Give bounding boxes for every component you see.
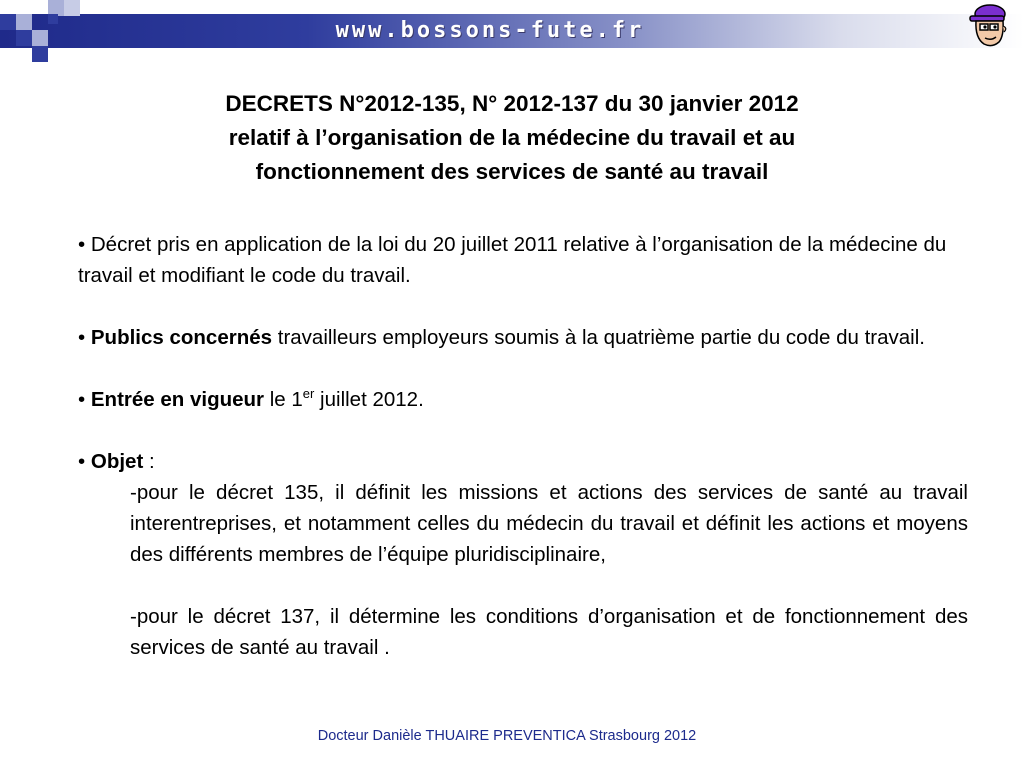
title-line-3: fonctionnement des services de santé au travail (255, 159, 769, 184)
page-title (60, 87, 964, 189)
blue-squares-logo-icon (0, 0, 80, 60)
footer-text: Docteur Danièle THUAIRE PREVENTICA Strasbourg 2012 (317, 728, 697, 744)
site-url: www.bossons-fute.fr (335, 18, 645, 43)
publics-text: travailleurs employeurs soumis à la quatrième partie du code du travail. (272, 326, 925, 349)
slide-body (78, 229, 968, 663)
objet-sub-1: -pour le décret 135, il définit les missions et actions des services de santé au travail interentreprises, et notamment celles du médecin du travail et définit les actions et moyens des différents membres de l’équipe pluridisciplinaire, (130, 481, 968, 566)
item-publics (78, 322, 968, 353)
entree-sup: er (302, 386, 315, 401)
title-line-2: relatif à l’organisation de la médecine du travail et au (228, 125, 796, 150)
bullet: • (78, 450, 91, 473)
item-decret: • Décret pris en application de la loi du 20 juillet 2011 relative à l’organisation de la médecine du travail et modifiant le code du travail. (78, 233, 947, 287)
publics-label: Publics concernés (90, 326, 273, 349)
footer (0, 728, 1024, 744)
bullet: • (78, 326, 91, 349)
entree-text-before: le 1 (264, 388, 303, 411)
title-line-1: DECRETS N°2012-135, N° 2012-137 du 30 janvier 2012 (225, 91, 799, 116)
item-entree (78, 384, 968, 415)
objet-label: Objet (90, 450, 144, 473)
item-objet (78, 446, 968, 477)
objet-colon: : (143, 450, 155, 473)
cartoon-face-cap-icon (966, 2, 1012, 50)
entree-text-after: juillet 2012. (314, 388, 424, 411)
objet-sub-2: -pour le décret 137, il détermine les conditions d’organisation et de fonctionnement des services de santé au travail . (130, 605, 968, 659)
entree-label: Entrée en vigueur (90, 388, 265, 411)
bullet: • (78, 388, 91, 411)
